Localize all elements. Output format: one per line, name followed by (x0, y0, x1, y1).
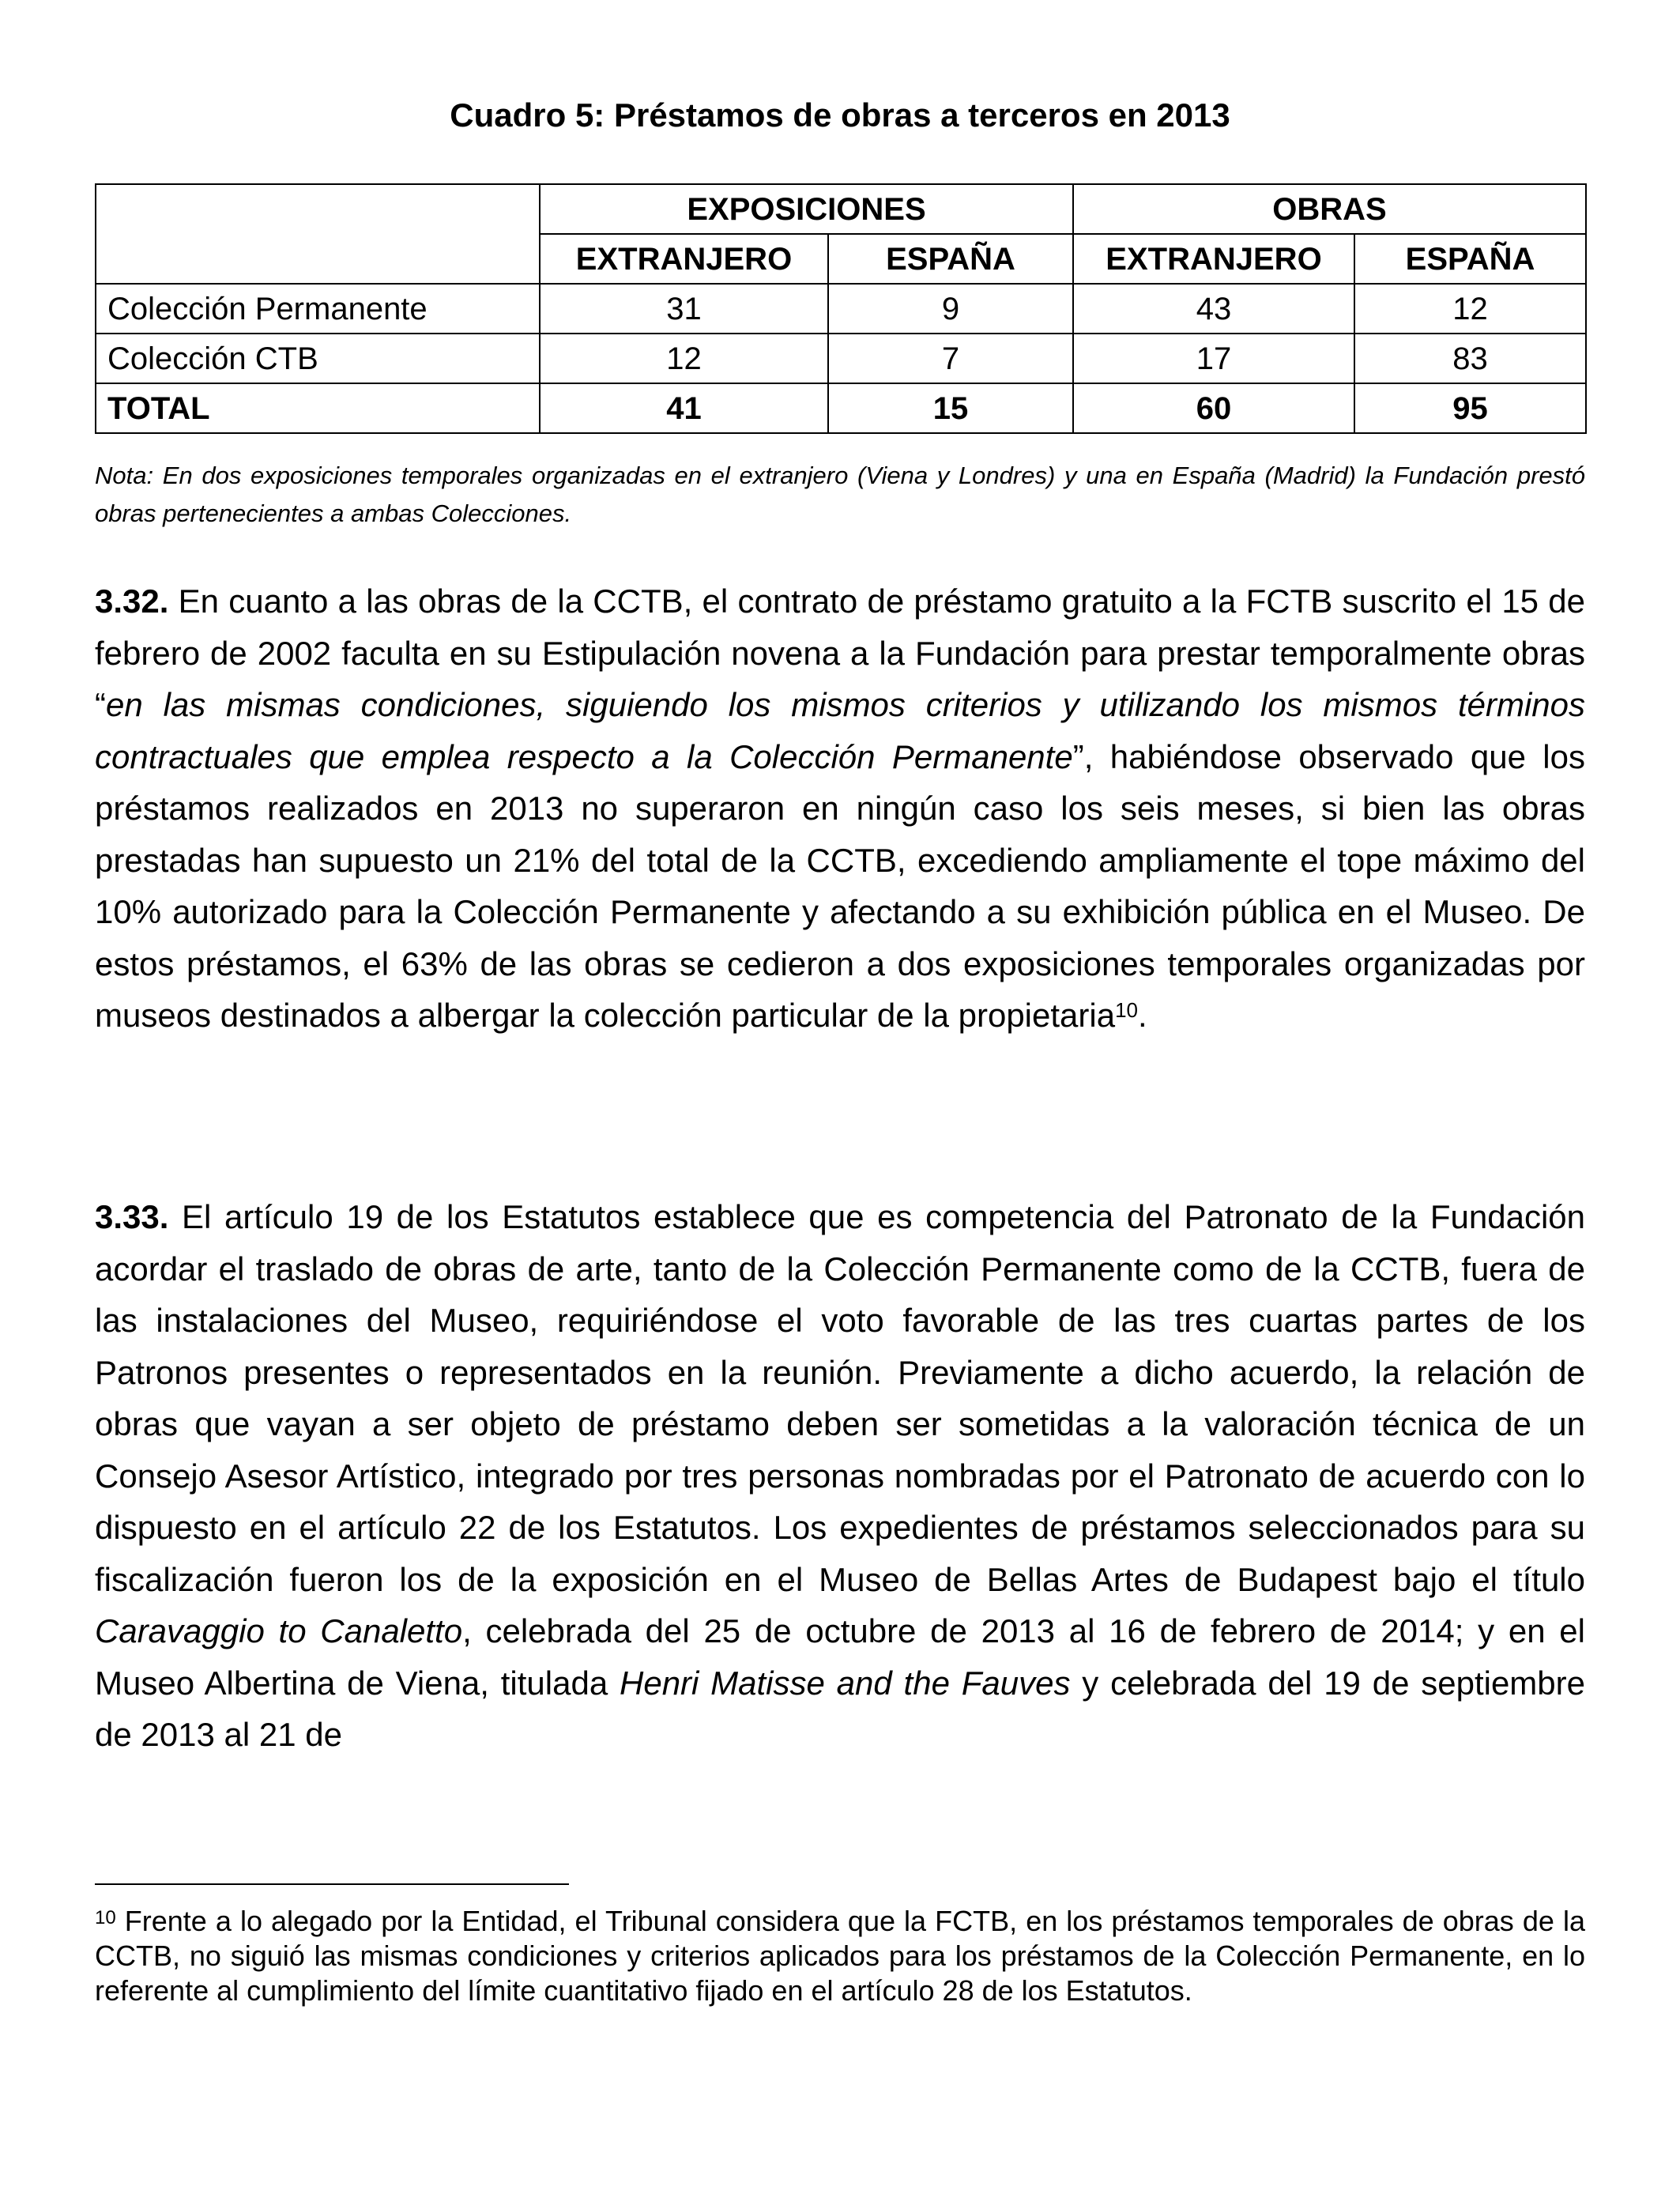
paragraph-text: y celebrada del 19 de septiembre de 2013 al 21 de (95, 1664, 1585, 1753)
table-cell: 95 (1354, 383, 1586, 433)
header-obras-espana: ESPAÑA (1354, 234, 1586, 284)
row-label: Colección Permanente (96, 284, 540, 334)
footnote-separator (95, 1883, 569, 1885)
table-cell: 31 (540, 284, 828, 334)
table-cell: 12 (540, 334, 828, 383)
footnote-text: Frente a lo alegado por la Entidad, el Tribunal considera que la FCTB, en los préstamos temporales de obras de la CCTB, no siguió las mismas condiciones y criterios aplicados para los préstamos de la Colección Permanente, en lo referente al cumplimiento del límite cuantitativo fijado en el artículo 28 de los Estatutos. (95, 1905, 1585, 2007)
table-cell: 12 (1354, 284, 1586, 334)
exhibition-title: Caravaggio to Canaletto (95, 1612, 463, 1649)
table-row (96, 334, 1586, 383)
paragraph-3-33 (95, 1191, 1585, 1761)
loans-table (95, 183, 1587, 434)
paragraph-number: 3.32. (95, 582, 169, 620)
table-cell: 60 (1073, 383, 1354, 433)
header-exposiciones-espana: ESPAÑA (828, 234, 1073, 284)
table-cell: 41 (540, 383, 828, 433)
table-cell: 43 (1073, 284, 1354, 334)
table-cell: 9 (828, 284, 1073, 334)
table-cell: 83 (1354, 334, 1586, 383)
table-cell: 7 (828, 334, 1073, 383)
table-cell: 15 (828, 383, 1073, 433)
row-label: Colección CTB (96, 334, 540, 383)
table-title: Cuadro 5: Préstamos de obras a terceros en 2013 (450, 96, 1230, 134)
paragraph-text: . (1138, 997, 1147, 1034)
header-exposiciones-extranjero: EXTRANJERO (540, 234, 828, 284)
paragraph-3-32 (95, 575, 1585, 1042)
quoted-text: en las mismas condiciones, siguiendo los mismos criterios y utilizando los mismos términos contractuales que emplea respecto a la Colección Permanente (95, 686, 1585, 775)
table-note: Nota: En dos exposiciones temporales organizadas en el extranjero (Viena y Londres) y una en España (Madrid) la Fundación prestó obras pertenecientes a ambas Colecciones. (95, 462, 1585, 527)
table-row (96, 284, 1586, 334)
header-exposiciones: EXPOSICIONES (540, 184, 1073, 234)
footnote (95, 1904, 1585, 2008)
paragraph-text: ”, habiéndose observado que los préstamos realizados en 2013 no superaron en ningún caso los seis meses, si bien las obras prestadas han supuesto un 21% del total de la CCTB, excediendo ampliamente el tope máximo del 10% autorizado para la Colección Permanente y afectando a su exhibición pública en el Museo. De estos préstamos, el 63% de las obras se cedieron a dos exposiciones temporales organizadas por museos destinados a albergar la colección particular de la propietaria (95, 737, 1585, 1034)
table-group-header-row (96, 184, 1586, 234)
header-obras: OBRAS (1073, 184, 1586, 234)
footnote-reference[interactable]: 10 (1115, 998, 1138, 1022)
footnote-number: 10 (95, 1907, 116, 1928)
table-total-row (96, 383, 1586, 433)
exhibition-title: Henri Matisse and the Fauves (620, 1664, 1071, 1702)
header-obras-extranjero: EXTRANJERO (1073, 234, 1354, 284)
paragraph-number: 3.33. (95, 1198, 169, 1235)
paragraph-text: , celebrada del 25 de octubre de 2013 al 16 de febrero de 2014; y en el Museo Albertina de Viena, titulada (95, 1612, 1585, 1702)
table-cell: 17 (1073, 334, 1354, 383)
row-label: TOTAL (96, 383, 540, 433)
table-corner-cell (96, 184, 540, 284)
paragraph-text: En cuanto a las obras de la CCTB, el contrato de préstamo gratuito a la FCTB suscrito el 15 de febrero de 2002 faculta en su Estipulación novena a la Fundación para prestar temporalmente obras “ (95, 582, 1585, 723)
paragraph-text: El artículo 19 de los Estatutos establece que es competencia del Patronato de la Fundación acordar el traslado de obras de arte, tanto de la Colección Permanente como de la CCTB, fuera de las instalaciones del Museo, requiriéndose el voto favorable de las tres cuartas partes de los Patronos presentes o representados en la reunión. Previamente a dicho acuerdo, la relación de obras que vayan a ser objeto de préstamo deben ser sometidas a la valoración técnica de un Consejo Asesor Artístico, integrado por tres personas nombradas por el Patronato de acuerdo con lo dispuesto en el artículo 22 de los Estatutos. Los expedientes de préstamos seleccionados para su fiscalización fueron los de la exposición en el Museo de Bellas Artes de Budapest bajo el título (95, 1198, 1585, 1598)
